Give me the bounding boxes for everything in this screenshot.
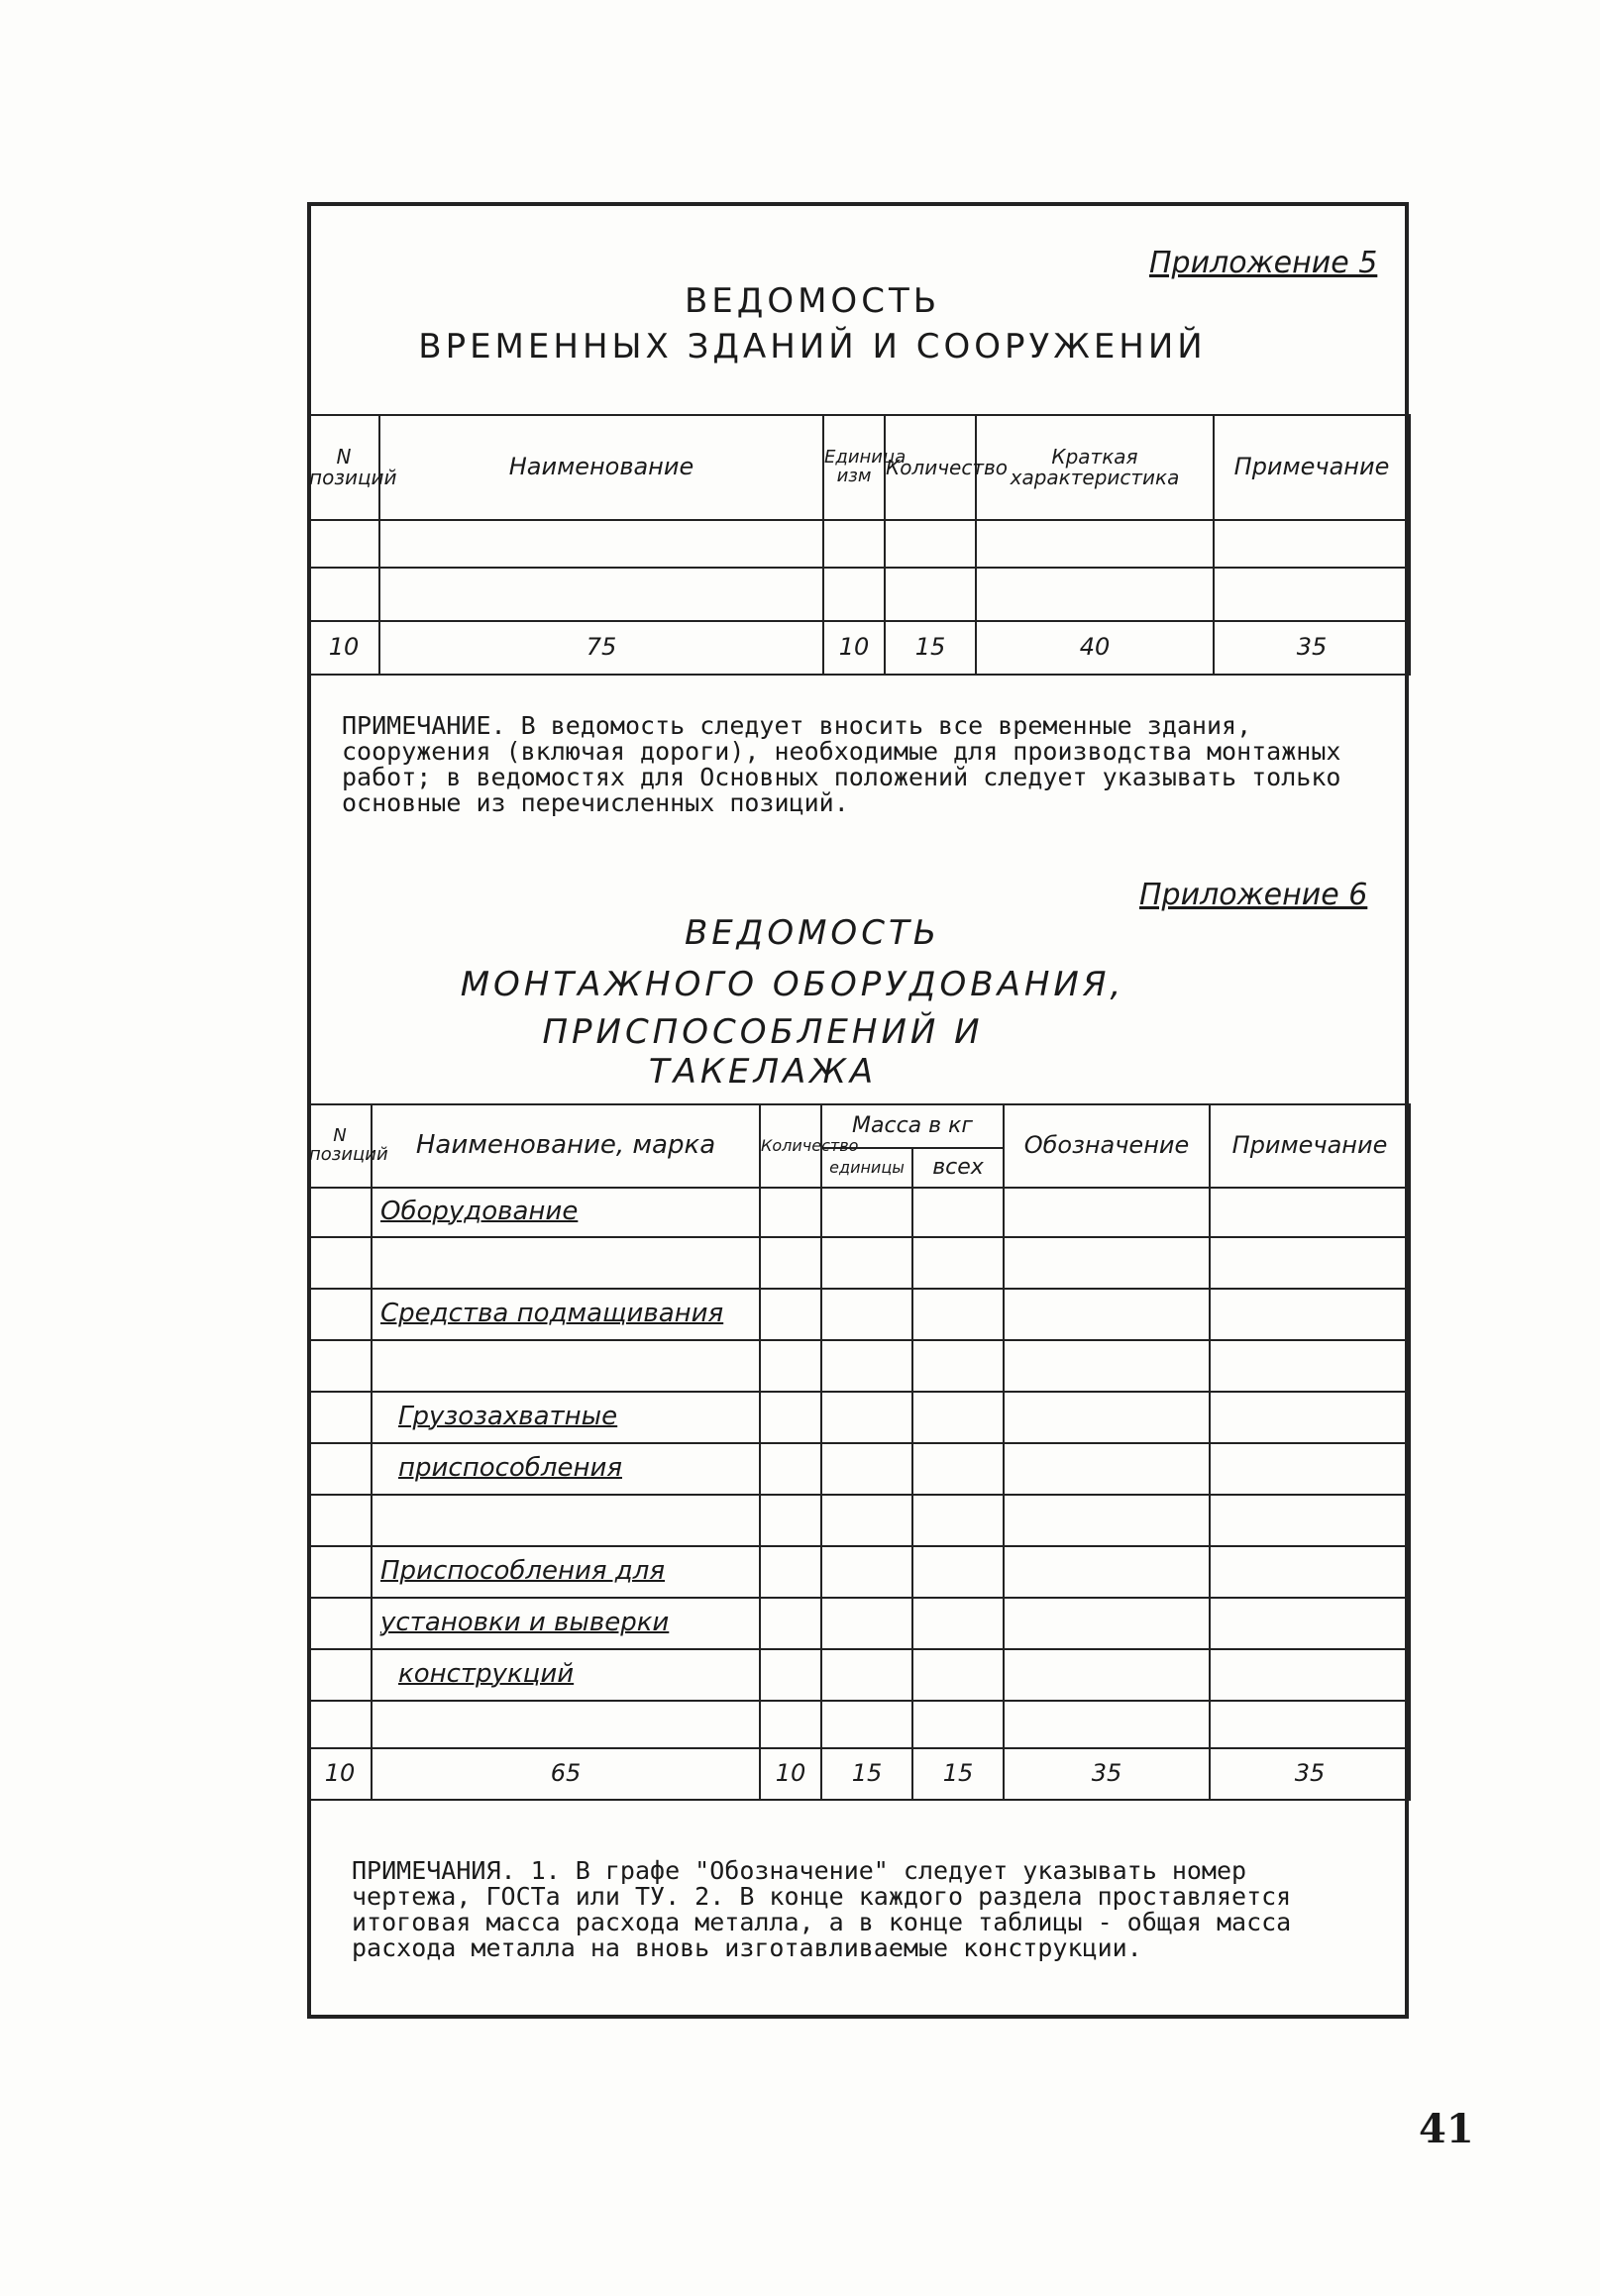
- row-name: Грузозахватные: [398, 1402, 618, 1432]
- col-header-unit: Единица изм: [823, 415, 885, 520]
- col-header-num: N позиций: [308, 415, 379, 520]
- table-row: [308, 568, 1410, 621]
- col-header-designation: Обозначение: [1004, 1104, 1210, 1188]
- col-header-qty: Количество: [885, 415, 976, 520]
- col-header-qty: Количество: [760, 1104, 821, 1188]
- row-name: установки и выверки: [380, 1608, 670, 1638]
- appendix-6-note: ПРИМЕЧАНИЯ. 1. В графе "Обозначение" следует указывать номер чертежа, ГОСТа или ТУ. 2. В конце каждого раздела проставляется итоговая масса расхода металла, а в конце таблицы - общая масса расхода металла на вновь изготавливаемые конструкции.: [352, 1856, 1292, 1962]
- col-header-characteristic: Краткая характеристика: [976, 415, 1214, 520]
- width-cell: 15: [821, 1748, 912, 1800]
- table-row: [308, 1598, 1410, 1649]
- width-row: [308, 1748, 1410, 1800]
- width-cell: 35: [1214, 621, 1410, 675]
- appendix-6-title-line2: МОНТАЖНОГО ОБОРУДОВАНИЯ,: [460, 965, 1125, 1004]
- col-header-name: Наименование, марка: [372, 1104, 760, 1188]
- width-cell: 15: [912, 1748, 1004, 1800]
- col-header-mass-unit: единицы: [821, 1148, 912, 1188]
- table-row: [308, 1188, 1410, 1237]
- col-header-name: Наименование: [379, 415, 823, 520]
- table-row: [308, 1392, 1410, 1443]
- width-cell: 10: [308, 1748, 372, 1800]
- appendix-5-title-line2: ВРЕМЕННЫХ ЗДАНИЙ И СООРУЖЕНИЙ: [418, 327, 1207, 366]
- table-row: [308, 1649, 1410, 1701]
- table-row: [308, 1443, 1410, 1495]
- col-header-mass-total: всех: [912, 1148, 1004, 1188]
- table-mounting-equipment: [307, 1103, 1411, 1801]
- row-name: Оборудование: [380, 1197, 579, 1227]
- col-header-num: N позиций: [308, 1104, 372, 1188]
- appendix-5-label: Приложение 5: [1149, 246, 1378, 280]
- row-name: приспособления: [398, 1453, 622, 1484]
- page-number: 41: [1419, 2106, 1474, 2152]
- table-row: [308, 1701, 1410, 1748]
- col-header-mass: Масса в кг: [821, 1104, 1004, 1148]
- table-temporary-buildings: [307, 414, 1411, 676]
- table-row: [308, 1237, 1410, 1289]
- width-cell: 10: [760, 1748, 821, 1800]
- col-header-note: Примечание: [1210, 1104, 1410, 1188]
- appendix-6-title-line3: ПРИСПОСОБЛЕНИЙ И ТАКЕЛАЖА: [542, 1012, 984, 1092]
- width-cell: 10: [823, 621, 885, 675]
- row-name: конструкций: [398, 1659, 575, 1690]
- col-header-note: Примечание: [1214, 415, 1410, 520]
- table-row: [308, 1289, 1410, 1340]
- appendix-5-title-line1: ВЕДОМОСТЬ: [684, 281, 941, 321]
- width-cell: 15: [885, 621, 976, 675]
- table-row: [308, 1495, 1410, 1546]
- table-row: [308, 1340, 1410, 1392]
- row-name: Средства подмащивания: [380, 1299, 724, 1329]
- appendix-6-title-line1: ВЕДОМОСТЬ: [684, 913, 941, 953]
- width-cell: 10: [308, 621, 379, 675]
- width-cell: 35: [1210, 1748, 1410, 1800]
- table-row: [308, 520, 1410, 568]
- appendix-6-label: Приложение 6: [1139, 878, 1368, 912]
- table-row: [308, 1546, 1410, 1598]
- width-row: [308, 621, 1410, 675]
- width-cell: 65: [372, 1748, 760, 1800]
- row-name: Приспособления для: [380, 1556, 666, 1587]
- appendix-5-note: ПРИМЕЧАНИЕ. В ведомость следует вносить все временные здания, сооружения (включая дороги), необходимые для производства монтажных работ; в ведомостях для Основных положений следует указывать только основные из перечисленных позиций.: [342, 711, 1341, 817]
- width-cell: 40: [976, 621, 1214, 675]
- width-cell: 75: [379, 621, 823, 675]
- width-cell: 35: [1004, 1748, 1210, 1800]
